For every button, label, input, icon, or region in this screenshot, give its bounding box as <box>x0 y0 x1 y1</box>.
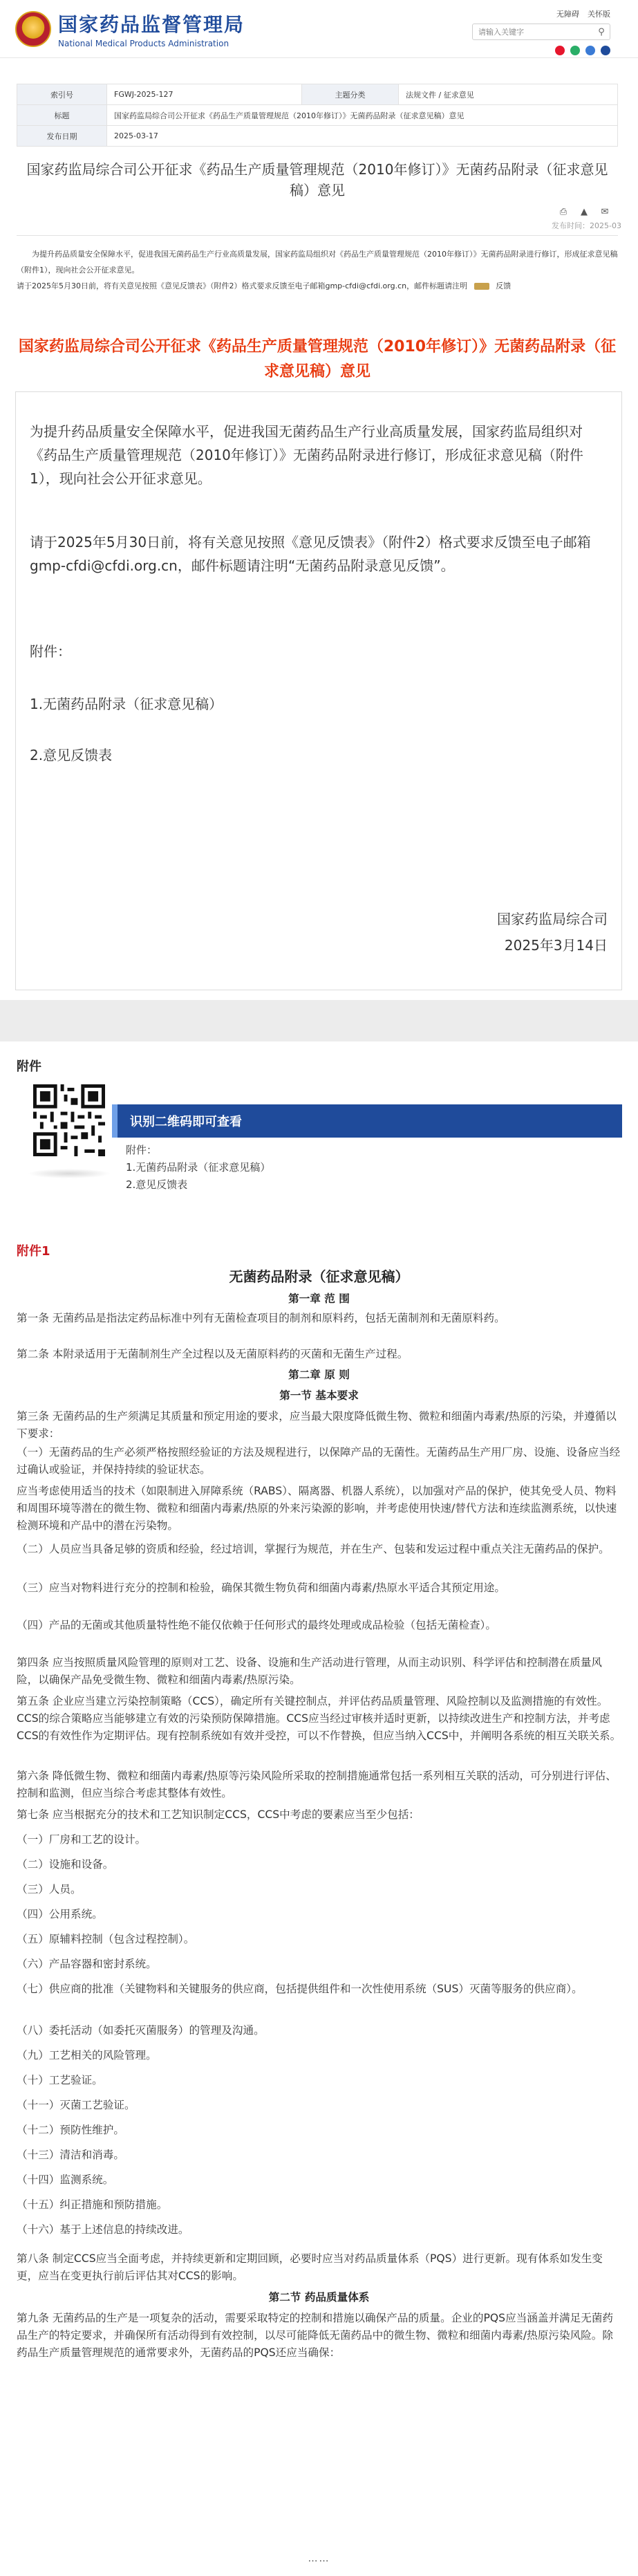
attachment-list-head: 附件： <box>126 1144 158 1156</box>
app-icon[interactable] <box>601 46 610 55</box>
header-links <box>556 8 610 19</box>
letter-attach-head: 附件： <box>30 643 71 660</box>
site-name-cn: 国家药品监督管理局 <box>58 13 245 36</box>
elderly-mode-link[interactable]: 关怀版 <box>588 10 610 19</box>
summary-text: 为提升药品质量安全保障水平，促进我国无菌药品生产行业高质量发展，国家药监局组织对《药品生产质量管理规范（2010年修订）》无菌药品附录进行修订，形成征求意见稿（附件1），现向社会公开征求意见。 <box>17 250 618 275</box>
print-icon[interactable]: ⎙ <box>559 206 567 217</box>
clause-list-item: （六）产品容器和密封系统。 <box>17 1958 157 1970</box>
qr-code-icon[interactable] <box>33 1084 105 1156</box>
article-subclause: （二）人员应当具备足够的资质和经验，经过培训，掌握行为规范，并在生产、包装和发运过程中重点关注无菌药品的保护。 <box>17 1543 610 1555</box>
meta-value: 法规文件 / 征求意见 <box>399 84 618 105</box>
attachment-list <box>126 1142 270 1194</box>
meta-key: 索引号 <box>17 84 107 105</box>
clause-list-item: （五）原辅料控制（包含过程控制）。 <box>17 1933 195 1945</box>
clause-list-item: （十四）监测系统。 <box>17 2174 114 2186</box>
notice-letter <box>15 391 622 990</box>
article-clause: 第二条 本附录适用于无菌制剂生产全过程以及无菌原料药的灭菌和无菌生产过程。 <box>17 1348 409 1360</box>
search-input[interactable] <box>473 28 593 37</box>
section-heading: 第一节 基本要求 <box>279 1389 359 1402</box>
summary-text: 请于2025年5月30日前，将有关意见按照《意见反馈表》（附件2）格式要求反馈至电子邮箱gmp-cfdi@cfdi.org.cn，邮件标题请注明 <box>17 281 468 290</box>
clause-list-item: （十三）清洁和消毒。 <box>17 2149 124 2161</box>
document-meta-table <box>17 84 618 147</box>
article-subclause: （一）无菌药品的生产必须严格按照经验证的方法及规程进行，以保障产品的无菌性。无菌药品生产用厂房、设施、设备应当经过确认或验证，并保持持续的验证状态。 <box>17 1446 621 1476</box>
clause-list-item: （十五）纠正措施和预防措施。 <box>17 2198 168 2211</box>
meta-key: 主题分类 <box>302 84 399 105</box>
article-clause: 第九条 无菌药品的生产是一项复杂的活动，需要采取特定的控制和措施以确保产品的质量。企业的PQS应当涵盖并满足无菌药品生产的特定要求，并确保所有活动得到有效控制，以尽可能降低无菌药品中的微生物、微粒和细菌内毒素/热原污染风险。除药品生产质量管理规范的通常要求外，无菌药品的PQS还应当确保： <box>17 2312 614 2359</box>
section-heading: 第二节 药品质量体系 <box>268 2291 370 2304</box>
font-size-icon[interactable]: ▲ <box>581 206 588 217</box>
clause-list-item: （十二）预防性维护。 <box>17 2124 124 2136</box>
site-logo[interactable] <box>15 10 245 48</box>
clause-list-item: （八）委托活动（如委托灭菌服务）的管理及沟通。 <box>17 2024 265 2037</box>
meta-row <box>17 84 618 105</box>
meta-row <box>17 126 618 147</box>
attachments-heading: 附件 <box>17 1059 41 1074</box>
letter-date: 2025年3月14日 <box>504 937 608 954</box>
article-clause: 第四条 应当按照质量风险管理的原则对工艺、设备、设施和生产活动进行管理，从而主动识别、科学评估和控制潜在质量风险，以确保产品免受微生物、微粒和细菌内毒素/热原污染。 <box>17 1656 603 1686</box>
search-box <box>472 24 610 40</box>
national-emblem-icon <box>15 11 51 47</box>
article-clause: 第七条 应当根据充分的技术和工艺知识制定CCS，CCS中考虑的要素应当至少包括： <box>17 1808 420 1821</box>
share-icon[interactable]: ✉ <box>601 206 609 217</box>
article-clause: 第五条 企业应当建立污染控制策略（CCS），确定所有关键控制点，并评估药品质量管理、风险控制以及监测措施的有效性。CCS的综合策略应当能够建立有效的污染预防保障措施。CCS应当经过审核并适时更新，以持续改进生产和控制方法，并考虑CCS的有效性作为定期评估。现有控制系统如有效并受控，可以不作替换，但应当纳入CCS中，并阐明各系统的相互关联关系。 <box>17 1695 621 1742</box>
letter-paragraph: 请于2025年5月30日前，将有关意见按照《意见反馈表》（附件2）格式要求反馈至电子邮箱gmp-cfdi@cfdi.org.cn，邮件标题请注明“无菌药品附录意见反馈”。 <box>30 534 591 574</box>
clause-list-item: （十一）灭菌工艺验证。 <box>17 2099 135 2111</box>
section-separator <box>0 1000 638 1041</box>
continuation-ellipsis: …… <box>308 2553 330 2564</box>
miniprogram-icon[interactable] <box>585 46 595 55</box>
wechat-icon[interactable] <box>570 46 580 55</box>
chapter-heading: 第一章 范 围 <box>288 1292 350 1305</box>
clause-list-item: （三）人员。 <box>17 1883 82 1896</box>
letter-signature: 国家药监局综合司 <box>497 911 608 927</box>
clause-list-item: （十六）基于上述信息的持续改进。 <box>17 2223 189 2236</box>
divider <box>17 235 618 236</box>
article-clause: 第八条 制定CCS应当全面考虑，并持续更新和定期回顾，必要时应当对药品质量体系（PQS）进行更新。现有体系如发生变更，应当在变更执行前后评估其对CCS的影响。 <box>17 2252 603 2282</box>
weibo-icon[interactable] <box>555 46 565 55</box>
article-tools <box>558 206 610 217</box>
scan-qr-banner <box>118 1104 622 1138</box>
clause-list-item: （四）公用系统。 <box>17 1908 103 1920</box>
clause-list-item: （二）设施和设备。 <box>17 1858 114 1871</box>
meta-key: 标题 <box>17 105 107 126</box>
meta-value: FGWJ-2025-127 <box>107 84 302 105</box>
search-icon[interactable]: ⚲ <box>598 26 605 37</box>
meta-value: 2025-03-17 <box>107 126 618 147</box>
clause-list-item: （十）工艺验证。 <box>17 2074 103 2086</box>
letter-attach-item: 2.意见反馈表 <box>30 747 113 763</box>
article-clause: 第一条 无菌药品是指法定药品标准中列有无菌检查项目的制剂和原料药，包括无菌制剂和无菌原料药。 <box>17 1312 505 1324</box>
clause-list-item: （一）厂房和工艺的设计。 <box>17 1833 147 1846</box>
attachment-1-label: 附件1 <box>17 1244 50 1259</box>
attachment-link[interactable]: 2.意见反馈表 <box>126 1178 188 1191</box>
letter-attach-item: 1.无菌药品附录（征求意见稿） <box>30 696 223 712</box>
link-badge-icon <box>474 283 489 290</box>
site-header <box>0 0 638 58</box>
article-subclause: （四）产品的无菌或其他质量特性绝不能仅依赖于任何形式的最终处理或成品检验（包括无菌检查）。 <box>17 1619 496 1631</box>
scan-qr-text: 识别二维码即可查看 <box>130 1115 242 1129</box>
site-name-en: National Medical Products Administration <box>58 39 229 48</box>
article-subclause: 应当考虑使用适当的技术（如限制进入屏障系统（RABS）、隔离器、机器人系统），以加强对产品的保护，使其免受人员、物料和周围环境等潜在的微生物、微粒和细菌内毒素/热原的外来污染源的影响，并考虑使用快速/替代方法和连续监测系统，以快速检测环境和产品中的潜在污染物。 <box>17 1485 617 1532</box>
publish-date: 发布时间：2025-03 <box>552 221 621 230</box>
article-clause: 第三条 无菌药品的生产须满足其质量和预定用途的要求，应当最大限度降低微生物、微粒和细菌内毒素/热原的污染，并遵循以下要求： <box>17 1410 617 1440</box>
article-clause: 第六条 降低微生物、微粒和细菌内毒素/热原等污染风险所采取的控制措施通常包括一系列相互关联的活动，可分别进行评估、控制和监测，但应当综合考虑其整体有效性。 <box>17 1770 617 1799</box>
clause-list-item: （九）工艺相关的风险管理。 <box>17 2049 157 2061</box>
doc-title: 无菌药品附录（征求意见稿） <box>229 1268 409 1285</box>
article-title: 国家药监局综合司公开征求《药品生产质量管理规范（2010年修订）》无菌药品附录（征求意见稿）意见 <box>26 161 608 198</box>
article-subclause: （三）应当对物料进行充分的控制和检验，确保其微生物负荷和细菌内毒素/热原水平适合其预定用途。 <box>17 1582 505 1594</box>
social-icons <box>555 46 610 55</box>
article-summary <box>17 246 618 294</box>
chapter-heading: 第二章 原 则 <box>288 1369 350 1381</box>
accessibility-link[interactable]: 无障碍 <box>556 10 579 19</box>
banner-accent <box>112 1104 118 1138</box>
clause-list-item: （七）供应商的批准（关键物料和关键服务的供应商，包括提供组件和一次性使用系统（SUS）灭菌等服务的供应商）。 <box>17 1983 583 1995</box>
meta-key: 发布日期 <box>17 126 107 147</box>
meta-row <box>17 105 618 126</box>
summary-text: 反馈 <box>496 281 512 290</box>
letter-paragraph: 为提升药品质量安全保障水平，促进我国无菌药品生产行业高质量发展，国家药监局组织对《药品生产质量管理规范（2010年修订）》无菌药品附录进行修订，形成征求意见稿（附件1），现向社会公开征求意见。 <box>30 423 583 487</box>
article-headline: 国家药监局综合司公开征求《药品生产质量管理规范（2010年修订）》无菌药品附录（征求意见稿）意见 <box>18 338 617 380</box>
qr-shadow <box>28 1169 111 1178</box>
meta-value: 国家药监局综合司公开征求《药品生产质量管理规范（2010年修订）》无菌药品附录（征求意见稿）意见 <box>107 105 618 126</box>
attachment-link[interactable]: 1.无菌药品附录（征求意见稿） <box>126 1161 271 1174</box>
